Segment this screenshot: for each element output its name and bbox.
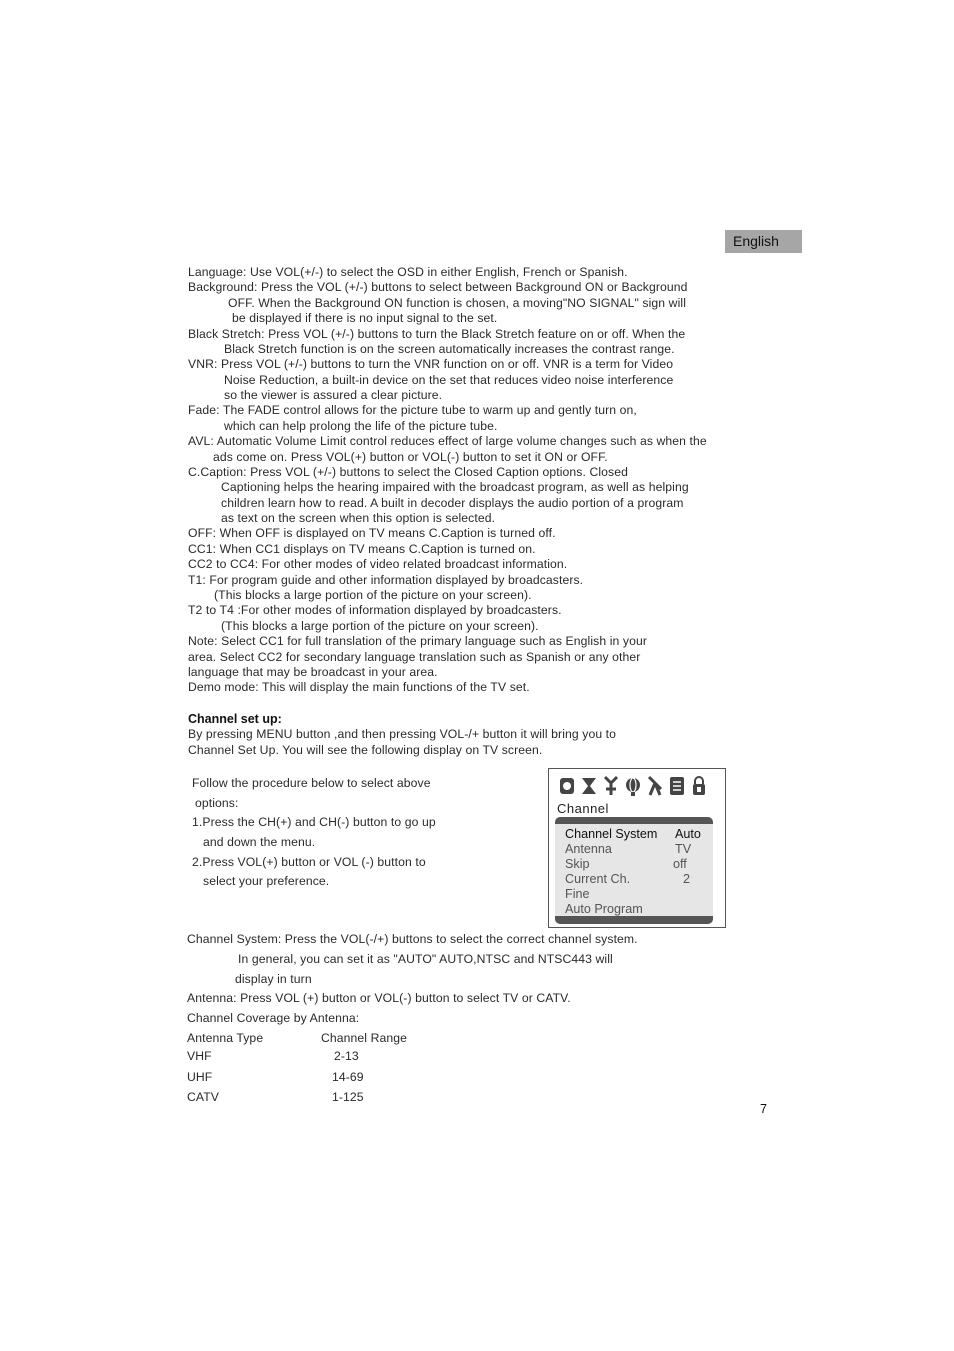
body-text-line: Antenna: Press VOL (+) button or VOL(-) button to select TV or CATV. bbox=[187, 991, 571, 1005]
body-text-line: 1-125 bbox=[332, 1090, 364, 1104]
body-text-line: Noise Reduction, a built-in device on the set that reduces video noise interference bbox=[224, 373, 674, 387]
body-text-line: and down the menu. bbox=[203, 835, 316, 849]
body-text-line: CC2 to CC4: For other modes of video related broadcast information. bbox=[188, 557, 568, 571]
page-number: 7 bbox=[760, 1102, 767, 1116]
body-text-line: T1: For program guide and other information displayed by broadcasters. bbox=[188, 573, 584, 587]
channel-setup-heading: Channel set up: bbox=[188, 712, 282, 726]
picture-icon bbox=[557, 774, 577, 798]
osd-channel-menu bbox=[548, 768, 726, 928]
osd-menu-item-value: TV bbox=[675, 842, 692, 856]
body-text-line: Captioning helps the hearing impaired with the broadcast program, as well as helping bbox=[221, 480, 689, 494]
body-text-line: By pressing MENU button ,and then pressing VOL-/+ button it will bring you to bbox=[188, 727, 617, 741]
osd-menu-item-label: Auto Program bbox=[565, 902, 643, 916]
body-text-line: Follow the procedure below to select above bbox=[192, 776, 431, 790]
body-text-line: Demo mode: This will display the main functions of the TV set. bbox=[188, 680, 530, 694]
body-text-line: so the viewer is assured a clear picture. bbox=[224, 388, 443, 402]
body-text-line: (This blocks a large portion of the picture on your screen). bbox=[221, 619, 539, 633]
lock-icon bbox=[689, 774, 709, 798]
body-text-line: Black Stretch: Press VOL (+/-) buttons to turn the Black Stretch feature on or off. When the bbox=[188, 327, 686, 341]
body-text-line: Note: Select CC1 for full translation of the primary language such as English in your bbox=[188, 634, 647, 648]
osd-menu-item-value: Auto bbox=[675, 827, 701, 841]
body-text-line: be displayed if there is no input signal to the set. bbox=[232, 311, 498, 325]
osd-menu-item-value: 2 bbox=[683, 872, 691, 886]
list-icon bbox=[667, 774, 687, 798]
body-text-line: T2 to T4 :For other modes of information displayed by broadcasters. bbox=[188, 603, 562, 617]
antenna-icon bbox=[645, 774, 665, 798]
osd-icon-strip bbox=[557, 772, 717, 800]
body-text-line: 2.Press VOL(+) button or VOL (-) button to bbox=[192, 855, 426, 869]
body-text-line: VNR: Press VOL (+/-) buttons to turn the VNR function on or off. VNR is a term for Video bbox=[188, 357, 674, 371]
language-badge: English bbox=[725, 230, 802, 253]
osd-menu-bottom-bar bbox=[555, 916, 713, 924]
body-text-line: 14-69 bbox=[332, 1070, 364, 1084]
body-text-line: OFF. When the Background ON function is chosen, a moving"NO SIGNAL" sign will bbox=[228, 296, 686, 310]
body-text-line: Channel System: Press the VOL(-/+) buttons to select the correct channel system. bbox=[187, 932, 638, 946]
body-text-line: AVL: Automatic Volume Limit control reduces effect of large volume changes such as when the bbox=[188, 434, 707, 448]
body-text-line: Channel Coverage by Antenna: bbox=[187, 1011, 360, 1025]
osd-menu-item-label: Current Ch. bbox=[565, 872, 631, 886]
body-text-line: 2-13 bbox=[334, 1049, 359, 1063]
globe-icon bbox=[623, 774, 643, 798]
body-text-line: which can help prolong the life of the picture tube. bbox=[224, 419, 498, 433]
body-text-line: OFF: When OFF is displayed on TV means C.Caption is turned off. bbox=[188, 526, 556, 540]
body-text-line: language that may be broadcast in your area. bbox=[188, 665, 438, 679]
body-text-line: as text on the screen when this option is selected. bbox=[221, 511, 496, 525]
osd-menu-item-label: Skip bbox=[565, 857, 590, 871]
body-text-line: CC1: When CC1 displays on TV means C.Caption is turned on. bbox=[188, 542, 536, 556]
osd-menu-panel bbox=[555, 824, 713, 918]
body-text-line: Black Stretch function is on the screen automatically increases the contrast range. bbox=[224, 342, 675, 356]
body-text-line: Background: Press the VOL (+/-) buttons to select between Background ON or Background bbox=[188, 280, 688, 294]
body-text-line: UHF bbox=[187, 1070, 213, 1084]
body-text-line: 1.Press the CH(+) and CH(-) button to go up bbox=[192, 815, 436, 829]
osd-menu-item-label: Channel System bbox=[565, 827, 658, 841]
body-text-line: (This blocks a large portion of the picture on your screen). bbox=[214, 588, 532, 602]
body-text-line: Channel Range bbox=[321, 1031, 407, 1045]
body-text-line: Language: Use VOL(+/-) to select the OSD in either English, French or Spanish. bbox=[188, 265, 628, 279]
body-text-line: VHF bbox=[187, 1049, 212, 1063]
body-text-line: options: bbox=[195, 796, 239, 810]
body-text-line: Channel Set Up. You will see the following display on TV screen. bbox=[188, 743, 543, 757]
body-text-line: C.Caption: Press VOL (+/-) buttons to select the Closed Caption options. Closed bbox=[188, 465, 628, 479]
osd-menu-item-value: off bbox=[673, 857, 687, 871]
sound-icon bbox=[579, 774, 599, 798]
body-text-line: area. Select CC2 for secondary language translation such as Spanish or any other bbox=[188, 650, 641, 664]
body-text-line: select your preference. bbox=[203, 874, 330, 888]
osd-menu-item-label: Antenna bbox=[565, 842, 612, 856]
body-text-line: Fade: The FADE control allows for the picture tube to warm up and gently turn on, bbox=[188, 403, 637, 417]
body-text-line: display in turn bbox=[235, 972, 312, 986]
body-text-line: CATV bbox=[187, 1090, 219, 1104]
osd-menu-title: Channel bbox=[557, 801, 609, 816]
feature-icon bbox=[601, 774, 621, 798]
osd-menu-item-label: Fine bbox=[565, 887, 590, 901]
body-text-line: children learn how to read. A built in decoder displays the audio portion of a program bbox=[221, 496, 684, 510]
body-text-line: ads come on. Press VOL(+) button or VOL(-) button to set it ON or OFF. bbox=[213, 450, 608, 464]
body-text-line: In general, you can set it as "AUTO" AUTO,NTSC and NTSC443 will bbox=[238, 952, 613, 966]
body-text-line: Antenna Type bbox=[187, 1031, 264, 1045]
